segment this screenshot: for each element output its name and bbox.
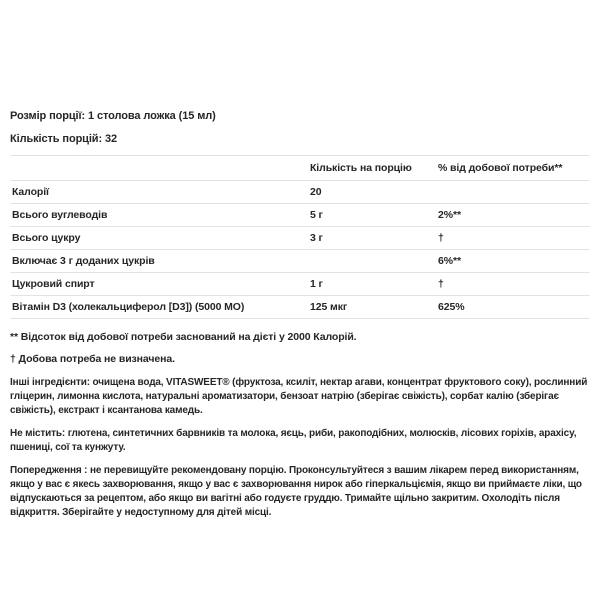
nutrient-label: Калорії [10,181,308,204]
nutrient-amount [308,250,436,273]
serving-size-line: Розмір порції: 1 столова ложка (15 мл) [10,110,216,122]
nutrient-amount: 20 [308,181,436,204]
facts-header-spacer [10,156,308,181]
servings-per-container-line: Кількість порцій: 32 [10,133,118,145]
table-row-total-carbs [10,204,590,227]
table-row-total-sugars [10,227,590,250]
allergen-free-paragraph: Не містить: глютена, синтетичних барвників та молока, яєць, риби, ракоподібних, молюсків, лісових горіхів, арахісу, пшениці, сої та кунжуту. [10,428,577,453]
other-ingredients-paragraph: Інші інгредієнти: очищена вода, VITASWEET® (фруктоза, ксиліт, нектар агави, концентрат фруктового соку), рослинний гліцерин, лимонна кислота, натуральні ароматизатори, бензоат натрію (зберігає свіжість), сорбат калію (зберігає свіжість), екстракт і ксантанова камедь. [10,377,588,416]
facts-header-amount-per-serving: Кількість на порцію [308,156,436,181]
nutrient-amount: 1 г [308,273,436,296]
facts-header-daily-value: % від добової потреби** [436,156,590,181]
nutrient-dv: † [436,273,590,296]
nutrient-amount: 125 мкг [308,296,436,319]
warning-paragraph: Попередження : не перевищуйте рекомендовану порцію. Проконсультуйтеся з вашим лікарем перед використанням, якщо у вас є якесь захворювання, якщо у вас є захворювання нирок або гіперкальціємія, якщо ви приймаєте ліки, що відпускаються за рецептом, або якщо ви вагітні або годуєте груддю. Тримайте щільно закритим. Охолодіть після відкриття. Зберігайте у недоступному для дітей місці. [10,465,582,518]
nutrient-label: Вітамін D3 (холекальциферол [D3]) (5000 МО) [10,296,308,319]
facts-header-row [10,156,590,181]
table-row-vitamin-d3 [10,296,590,319]
nutrient-amount: 3 г [308,227,436,250]
table-row-added-sugars [10,250,590,273]
supplement-facts-table [10,155,590,319]
nutrient-dv: 625% [436,296,590,319]
nutrient-dv: 6%** [436,250,590,273]
nutrient-dv: † [436,227,590,250]
nutrient-amount: 5 г [308,204,436,227]
nutrient-dv [436,181,590,204]
table-row-sugar-alcohol [10,273,590,296]
footnote-dv-not-established: † Добова потреба не визначена. [10,353,175,365]
nutrient-label: Включає 3 г доданих цукрів [10,250,308,273]
footnote-daily-value-basis: ** Відсоток від добової потреби заснований на дієті у 2000 Калорій. [10,331,357,343]
nutrient-label: Цукровий спирт [10,273,308,296]
table-row-calories [10,181,590,204]
nutrient-dv: 2%** [436,204,590,227]
nutrient-label: Всього цукру [10,227,308,250]
nutrient-label: Всього вуглеводів [10,204,308,227]
